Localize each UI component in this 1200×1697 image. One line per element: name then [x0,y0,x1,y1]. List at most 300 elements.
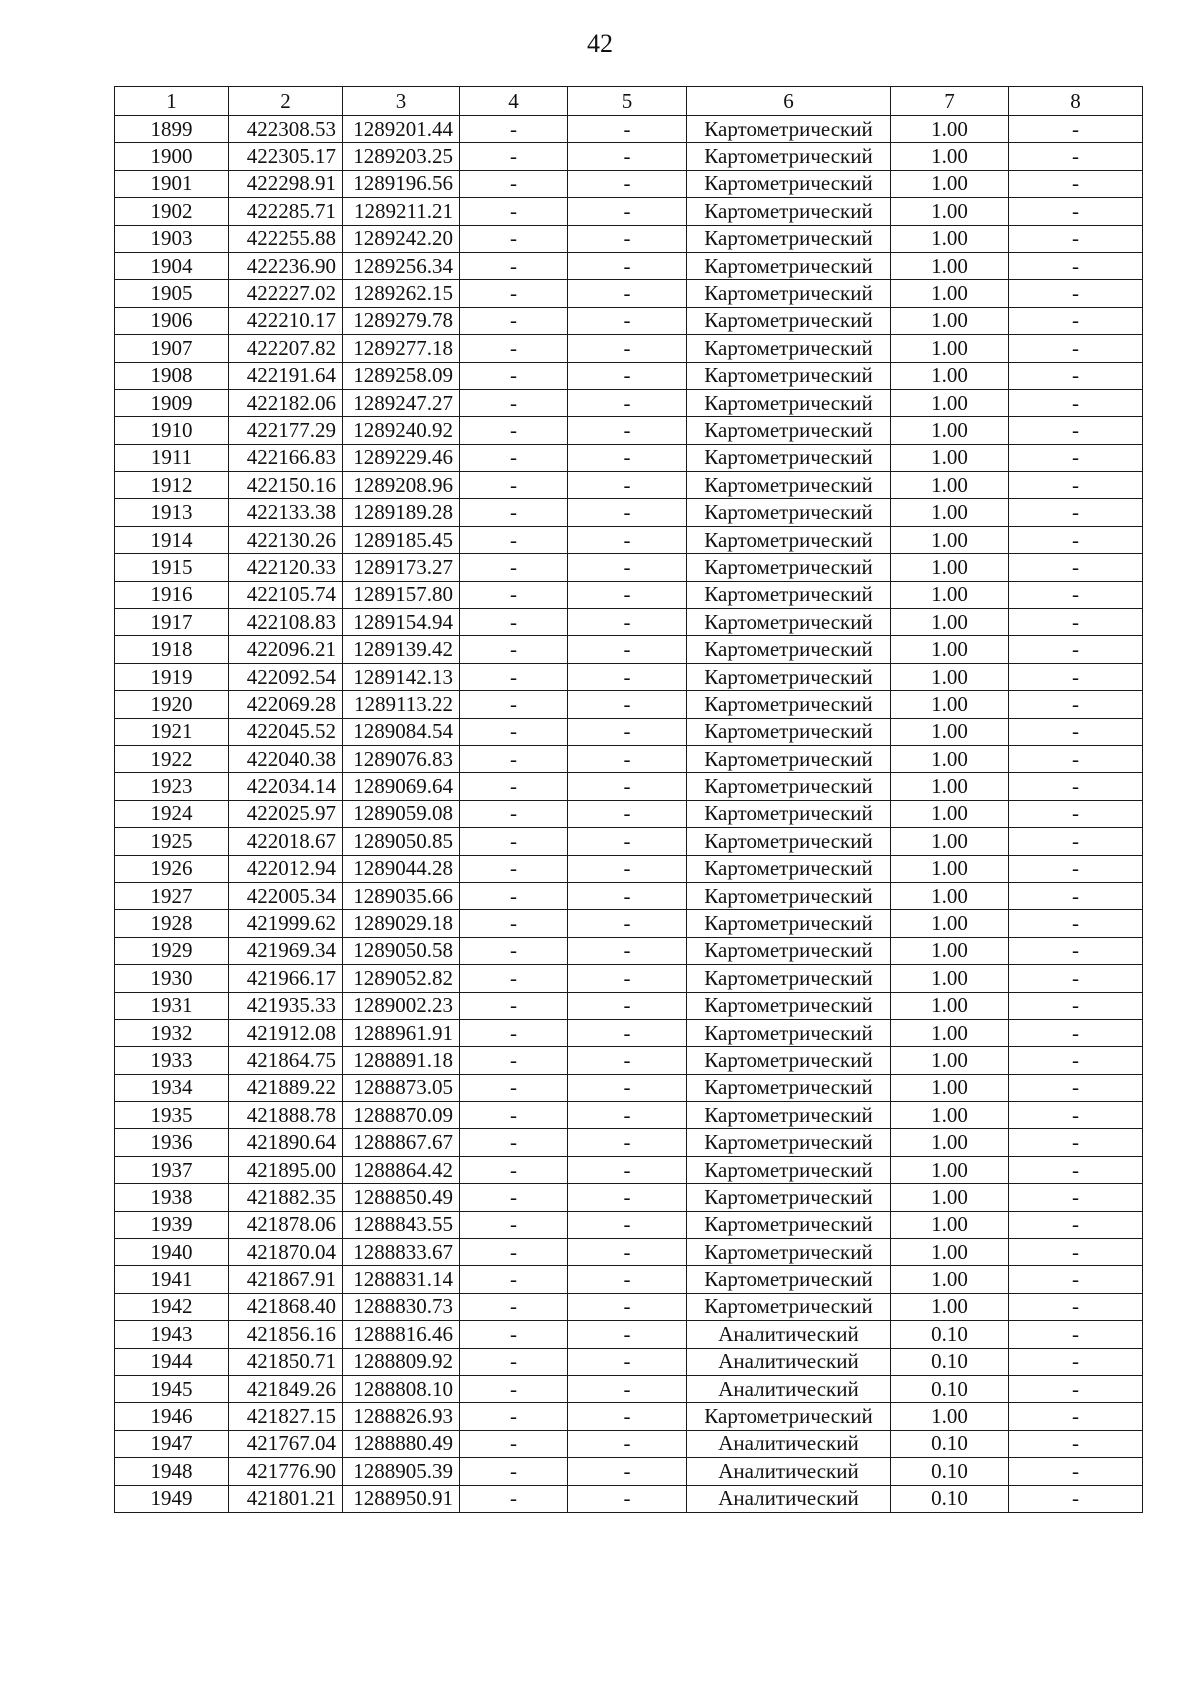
method-cell: Картометрический [687,170,891,197]
col-8-cell: - [1009,745,1143,772]
col-1-header: 1 [115,87,229,116]
x-coordinate-cell: 421849.26 [229,1375,343,1402]
y-coordinate-cell: 1289201.44 [343,116,460,143]
col-5-cell: - [568,1102,687,1129]
method-cell: Картометрический [687,1074,891,1101]
table-row [115,335,1143,362]
y-coordinate-cell: 1289208.96 [343,472,460,499]
table-row [115,307,1143,334]
point-number-cell: 1939 [115,1211,229,1238]
table-row [115,1485,1143,1512]
method-cell: Картометрический [687,280,891,307]
col-5-cell: - [568,335,687,362]
x-coordinate-cell: 422040.38 [229,745,343,772]
col-5-cell: - [568,663,687,690]
method-cell: Картометрический [687,800,891,827]
x-coordinate-cell: 422092.54 [229,663,343,690]
x-coordinate-cell: 422166.83 [229,444,343,471]
y-coordinate-cell: 1289139.42 [343,636,460,663]
col-4-cell: - [460,1458,568,1485]
col-4-cell: - [460,773,568,800]
y-coordinate-cell: 1289084.54 [343,718,460,745]
col-8-cell: - [1009,280,1143,307]
point-number-cell: 1902 [115,198,229,225]
x-coordinate-cell: 421776.90 [229,1458,343,1485]
col-4-cell: - [460,1348,568,1375]
col-4-cell: - [460,691,568,718]
y-coordinate-cell: 1288833.67 [343,1239,460,1266]
accuracy-cell: 1.00 [891,1239,1009,1266]
col-7-header: 7 [891,87,1009,116]
y-coordinate-cell: 1289044.28 [343,855,460,882]
col-5-cell: - [568,882,687,909]
accuracy-cell: 1.00 [891,198,1009,225]
accuracy-cell: 1.00 [891,280,1009,307]
accuracy-cell: 1.00 [891,252,1009,279]
y-coordinate-cell: 1289050.58 [343,937,460,964]
col-8-cell: - [1009,1239,1143,1266]
accuracy-cell: 1.00 [891,937,1009,964]
point-number-cell: 1928 [115,910,229,937]
point-number-cell: 1922 [115,745,229,772]
col-4-cell: - [460,170,568,197]
x-coordinate-cell: 421890.64 [229,1129,343,1156]
y-coordinate-cell: 1288816.46 [343,1321,460,1348]
point-number-cell: 1934 [115,1074,229,1101]
col-5-cell: - [568,1184,687,1211]
method-cell: Картометрический [687,1403,891,1430]
x-coordinate-cell: 421767.04 [229,1430,343,1457]
x-coordinate-cell: 421870.04 [229,1239,343,1266]
col-8-cell: - [1009,910,1143,937]
col-4-cell: - [460,499,568,526]
method-cell: Картометрический [687,1156,891,1183]
table-row [115,1074,1143,1101]
table-row [115,965,1143,992]
col-5-cell: - [568,307,687,334]
col-5-cell: - [568,526,687,553]
col-8-cell: - [1009,1321,1143,1348]
table-row [115,1156,1143,1183]
col-8-cell: - [1009,1211,1143,1238]
x-coordinate-cell: 422133.38 [229,499,343,526]
x-coordinate-cell: 422018.67 [229,828,343,855]
method-cell: Картометрический [687,1184,891,1211]
accuracy-cell: 1.00 [891,307,1009,334]
y-coordinate-cell: 1289240.92 [343,417,460,444]
accuracy-cell: 1.00 [891,609,1009,636]
method-cell: Картометрический [687,472,891,499]
point-number-cell: 1903 [115,225,229,252]
method-cell: Картометрический [687,718,891,745]
point-number-cell: 1947 [115,1430,229,1457]
method-cell: Аналитический [687,1458,891,1485]
accuracy-cell: 1.00 [891,581,1009,608]
col-4-cell: - [460,1293,568,1320]
point-number-cell: 1920 [115,691,229,718]
point-number-cell: 1911 [115,444,229,471]
point-number-cell: 1923 [115,773,229,800]
method-cell: Аналитический [687,1375,891,1402]
col-5-cell: - [568,1430,687,1457]
col-8-cell: - [1009,116,1143,143]
col-5-cell: - [568,143,687,170]
point-number-cell: 1913 [115,499,229,526]
method-cell: Картометрический [687,389,891,416]
y-coordinate-cell: 1289258.09 [343,362,460,389]
method-cell: Картометрический [687,417,891,444]
accuracy-cell: 1.00 [891,1211,1009,1238]
point-number-cell: 1916 [115,581,229,608]
accuracy-cell: 1.00 [891,773,1009,800]
col-4-cell: - [460,1375,568,1402]
col-5-header: 5 [568,87,687,116]
point-number-cell: 1948 [115,1458,229,1485]
method-cell: Картометрический [687,581,891,608]
x-coordinate-cell: 422210.17 [229,307,343,334]
y-coordinate-cell: 1289211.21 [343,198,460,225]
col-4-cell: - [460,1239,568,1266]
col-4-cell: - [460,992,568,1019]
point-number-cell: 1949 [115,1485,229,1512]
col-8-cell: - [1009,1348,1143,1375]
accuracy-cell: 1.00 [891,444,1009,471]
accuracy-cell: 1.00 [891,143,1009,170]
col-8-cell: - [1009,1266,1143,1293]
point-number-cell: 1901 [115,170,229,197]
point-number-cell: 1931 [115,992,229,1019]
accuracy-cell: 1.00 [891,745,1009,772]
point-number-cell: 1914 [115,526,229,553]
col-5-cell: - [568,499,687,526]
point-number-cell: 1908 [115,362,229,389]
y-coordinate-cell: 1289035.66 [343,882,460,909]
x-coordinate-cell: 422305.17 [229,143,343,170]
table-row [115,1430,1143,1457]
col-8-cell: - [1009,1403,1143,1430]
y-coordinate-cell: 1289052.82 [343,965,460,992]
col-8-cell: - [1009,773,1143,800]
y-coordinate-cell: 1289113.22 [343,691,460,718]
col-4-cell: - [460,581,568,608]
x-coordinate-cell: 422207.82 [229,335,343,362]
x-coordinate-cell: 421895.00 [229,1156,343,1183]
method-cell: Картометрический [687,335,891,362]
table-row [115,280,1143,307]
col-5-cell: - [568,1293,687,1320]
table-row [115,1047,1143,1074]
col-5-cell: - [568,554,687,581]
col-5-cell: - [568,965,687,992]
col-4-cell: - [460,636,568,663]
x-coordinate-cell: 422105.74 [229,581,343,608]
x-coordinate-cell: 421966.17 [229,965,343,992]
col-4-cell: - [460,718,568,745]
col-8-cell: - [1009,1156,1143,1183]
point-number-cell: 1912 [115,472,229,499]
accuracy-cell: 0.10 [891,1375,1009,1402]
point-number-cell: 1921 [115,718,229,745]
table-row [115,526,1143,553]
col-5-cell: - [568,1485,687,1512]
col-8-cell: - [1009,307,1143,334]
point-number-cell: 1936 [115,1129,229,1156]
col-5-cell: - [568,280,687,307]
col-5-cell: - [568,609,687,636]
method-cell: Аналитический [687,1348,891,1375]
col-8-cell: - [1009,252,1143,279]
col-4-cell: - [460,444,568,471]
y-coordinate-cell: 1289157.80 [343,581,460,608]
col-8-cell: - [1009,855,1143,882]
accuracy-cell: 1.00 [891,225,1009,252]
x-coordinate-cell: 422025.97 [229,800,343,827]
method-cell: Картометрический [687,143,891,170]
x-coordinate-cell: 422150.16 [229,472,343,499]
col-8-cell: - [1009,554,1143,581]
point-number-cell: 1932 [115,1019,229,1046]
point-number-cell: 1933 [115,1047,229,1074]
table-row [115,198,1143,225]
method-cell: Картометрический [687,773,891,800]
col-5-cell: - [568,800,687,827]
y-coordinate-cell: 1289069.64 [343,773,460,800]
accuracy-cell: 0.10 [891,1348,1009,1375]
x-coordinate-cell: 421827.15 [229,1403,343,1430]
col-4-cell: - [460,910,568,937]
col-5-cell: - [568,828,687,855]
col-8-header: 8 [1009,87,1143,116]
table-row [115,718,1143,745]
y-coordinate-cell: 1289279.78 [343,307,460,334]
col-4-cell: - [460,417,568,444]
y-coordinate-cell: 1288905.39 [343,1458,460,1485]
accuracy-cell: 1.00 [891,362,1009,389]
x-coordinate-cell: 421868.40 [229,1293,343,1320]
x-coordinate-cell: 421889.22 [229,1074,343,1101]
col-4-cell: - [460,143,568,170]
col-5-cell: - [568,252,687,279]
col-4-cell: - [460,307,568,334]
table-row [115,1375,1143,1402]
col-8-cell: - [1009,636,1143,663]
y-coordinate-cell: 1289185.45 [343,526,460,553]
table-row [115,170,1143,197]
method-cell: Картометрический [687,307,891,334]
point-number-cell: 1907 [115,335,229,362]
x-coordinate-cell: 422227.02 [229,280,343,307]
col-8-cell: - [1009,1375,1143,1402]
col-8-cell: - [1009,1430,1143,1457]
y-coordinate-cell: 1289154.94 [343,609,460,636]
col-8-cell: - [1009,1129,1143,1156]
x-coordinate-cell: 422034.14 [229,773,343,800]
col-4-cell: - [460,663,568,690]
y-coordinate-cell: 1288826.93 [343,1403,460,1430]
accuracy-cell: 1.00 [891,116,1009,143]
accuracy-cell: 1.00 [891,472,1009,499]
col-8-cell: - [1009,225,1143,252]
table-body [115,116,1143,1513]
table-row [115,855,1143,882]
col-5-cell: - [568,1348,687,1375]
col-5-cell: - [568,1019,687,1046]
accuracy-cell: 1.00 [891,1129,1009,1156]
x-coordinate-cell: 421878.06 [229,1211,343,1238]
point-number-cell: 1904 [115,252,229,279]
accuracy-cell: 1.00 [891,1293,1009,1320]
table-row [115,828,1143,855]
col-4-cell: - [460,1156,568,1183]
accuracy-cell: 1.00 [891,965,1009,992]
col-8-cell: - [1009,417,1143,444]
accuracy-cell: 1.00 [891,389,1009,416]
col-8-cell: - [1009,1102,1143,1129]
table-row [115,745,1143,772]
accuracy-cell: 1.00 [891,910,1009,937]
method-cell: Картометрический [687,663,891,690]
col-4-cell: - [460,745,568,772]
col-5-cell: - [568,1375,687,1402]
table-row [115,1403,1143,1430]
y-coordinate-cell: 1289050.85 [343,828,460,855]
table-row [115,1019,1143,1046]
table-row [115,691,1143,718]
table-row [115,225,1143,252]
col-8-cell: - [1009,718,1143,745]
col-5-cell: - [568,1129,687,1156]
point-number-cell: 1900 [115,143,229,170]
col-5-cell: - [568,198,687,225]
col-8-cell: - [1009,143,1143,170]
y-coordinate-cell: 1289262.15 [343,280,460,307]
x-coordinate-cell: 422308.53 [229,116,343,143]
accuracy-cell: 0.10 [891,1458,1009,1485]
point-number-cell: 1946 [115,1403,229,1430]
accuracy-cell: 1.00 [891,663,1009,690]
table-row [115,910,1143,937]
accuracy-cell: 1.00 [891,992,1009,1019]
col-4-cell: - [460,1403,568,1430]
y-coordinate-cell: 1288867.67 [343,1129,460,1156]
x-coordinate-cell: 422298.91 [229,170,343,197]
y-coordinate-cell: 1289277.18 [343,335,460,362]
col-4-cell: - [460,1047,568,1074]
col-5-cell: - [568,1458,687,1485]
x-coordinate-cell: 422108.83 [229,609,343,636]
accuracy-cell: 1.00 [891,526,1009,553]
col-4-cell: - [460,1321,568,1348]
method-cell: Картометрический [687,1293,891,1320]
table-row [115,800,1143,827]
accuracy-cell: 1.00 [891,170,1009,197]
col-4-cell: - [460,280,568,307]
col-5-cell: - [568,1239,687,1266]
col-8-cell: - [1009,1184,1143,1211]
point-number-cell: 1899 [115,116,229,143]
accuracy-cell: 1.00 [891,828,1009,855]
accuracy-cell: 1.00 [891,1019,1009,1046]
y-coordinate-cell: 1289247.27 [343,389,460,416]
col-5-cell: - [568,116,687,143]
point-number-cell: 1924 [115,800,229,827]
col-4-cell: - [460,1102,568,1129]
col-4-cell: - [460,362,568,389]
table-row [115,773,1143,800]
table-row [115,499,1143,526]
table-row [115,992,1143,1019]
col-4-cell: - [460,472,568,499]
point-number-cell: 1919 [115,663,229,690]
col-8-cell: - [1009,335,1143,362]
method-cell: Картометрический [687,745,891,772]
table-row [115,1321,1143,1348]
method-cell: Картометрический [687,1129,891,1156]
col-5-cell: - [568,444,687,471]
col-8-cell: - [1009,389,1143,416]
col-8-cell: - [1009,1047,1143,1074]
col-8-cell: - [1009,198,1143,225]
col-8-cell: - [1009,1019,1143,1046]
col-5-cell: - [568,855,687,882]
method-cell: Картометрический [687,965,891,992]
col-8-cell: - [1009,444,1143,471]
col-5-cell: - [568,1156,687,1183]
table-row [115,389,1143,416]
col-4-cell: - [460,1266,568,1293]
col-5-cell: - [568,1074,687,1101]
point-number-cell: 1915 [115,554,229,581]
table-row [115,1348,1143,1375]
method-cell: Картометрический [687,499,891,526]
col-5-cell: - [568,773,687,800]
y-coordinate-cell: 1288830.73 [343,1293,460,1320]
col-4-cell: - [460,198,568,225]
col-4-cell: - [460,828,568,855]
table-row [115,1102,1143,1129]
table-row [115,1129,1143,1156]
x-coordinate-cell: 421888.78 [229,1102,343,1129]
col-5-cell: - [568,1047,687,1074]
table-row [115,882,1143,909]
x-coordinate-cell: 422096.21 [229,636,343,663]
col-4-cell: - [460,800,568,827]
col-8-cell: - [1009,499,1143,526]
col-4-cell: - [460,1184,568,1211]
accuracy-cell: 1.00 [891,718,1009,745]
accuracy-cell: 0.10 [891,1430,1009,1457]
table-row [115,362,1143,389]
col-4-cell: - [460,882,568,909]
x-coordinate-cell: 422236.90 [229,252,343,279]
accuracy-cell: 1.00 [891,1047,1009,1074]
col-8-cell: - [1009,937,1143,964]
col-8-cell: - [1009,882,1143,909]
col-8-cell: - [1009,992,1143,1019]
method-cell: Картометрический [687,1047,891,1074]
method-cell: Аналитический [687,1321,891,1348]
col-4-cell: - [460,1211,568,1238]
y-coordinate-cell: 1289142.13 [343,663,460,690]
y-coordinate-cell: 1288808.10 [343,1375,460,1402]
y-coordinate-cell: 1288873.05 [343,1074,460,1101]
method-cell: Картометрический [687,1266,891,1293]
point-number-cell: 1941 [115,1266,229,1293]
y-coordinate-cell: 1288864.42 [343,1156,460,1183]
table-row [115,1239,1143,1266]
method-cell: Картометрический [687,198,891,225]
point-number-cell: 1927 [115,882,229,909]
